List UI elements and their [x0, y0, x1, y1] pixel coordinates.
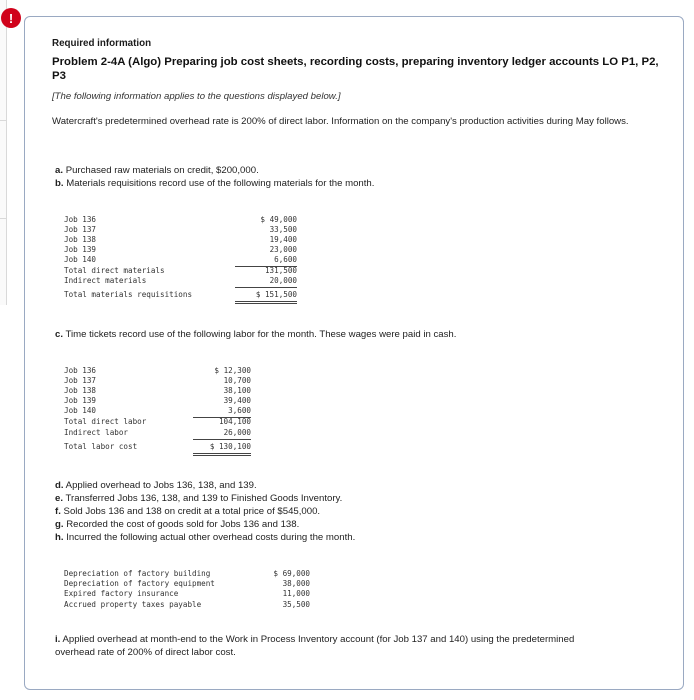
- table-row-label: Depreciation of factory building: [64, 569, 211, 578]
- table-row-value: $ 49,000: [260, 215, 297, 224]
- table-row-label: Total materials requisitions: [64, 290, 193, 299]
- table-row-label: Indirect labor: [64, 428, 129, 437]
- item-text: Materials requisitions record use of the following materials for the month.: [66, 178, 375, 189]
- item-b: [55, 177, 374, 190]
- item-text: Recorded the cost of goods sold for Jobs 136 and 138.: [66, 519, 300, 530]
- item-f: [55, 505, 320, 518]
- table-row-label: Job 138: [64, 235, 97, 244]
- table-row-value: $ 12,300: [214, 366, 251, 375]
- table-row-label: Job 138: [64, 386, 97, 395]
- item-g: [55, 518, 299, 531]
- item-text: Transferred Jobs 136, 138, and 139 to Finished Goods Inventory.: [65, 493, 343, 504]
- required-information-label: Required information: [52, 38, 152, 49]
- item-text: Incurred the following actual other overhead costs during the month.: [66, 532, 356, 543]
- table-row-value: 10,700: [223, 376, 251, 385]
- table-row-value: 3,600: [193, 406, 251, 418]
- item-text: Applied overhead to Jobs 136, 138, and 139.: [65, 480, 257, 491]
- table-row-label: Job 140: [64, 255, 97, 264]
- table-row-label: Total direct labor: [64, 417, 147, 426]
- table-row-value: 23,000: [269, 245, 297, 254]
- gutter-divider: [0, 120, 6, 121]
- intro-paragraph: Watercraft's predetermined overhead rate is 200% of direct labor. Information on the company's production activities during May follows.: [52, 116, 629, 127]
- table-row-label: Job 140: [64, 406, 97, 415]
- item-letter: e.: [55, 493, 64, 504]
- applies-note: [The following information applies to the questions displayed below.]: [52, 91, 341, 102]
- item-letter: a.: [55, 165, 64, 176]
- table-row-value: 11,000: [282, 589, 310, 598]
- alert-icon[interactable]: !: [1, 8, 21, 28]
- table-row-value: $ 151,500: [235, 290, 297, 304]
- table-row-value: 35,500: [282, 600, 310, 609]
- gutter-divider: [0, 218, 6, 219]
- item-text: Sold Jobs 136 and 138 on credit at a total price of $545,000.: [63, 506, 321, 517]
- table-row-label: Job 137: [64, 376, 97, 385]
- table-row-value: 19,400: [269, 235, 297, 244]
- table-row-value: 38,000: [282, 579, 310, 588]
- table-row-value: 38,100: [223, 386, 251, 395]
- item-letter: f.: [55, 506, 61, 517]
- table-row-label: Job 137: [64, 225, 97, 234]
- item-letter: i.: [55, 634, 61, 645]
- table-row-label: Accrued property taxes payable: [64, 600, 202, 609]
- item-letter: d.: [55, 480, 64, 491]
- table-row-label: Indirect materials: [64, 276, 147, 285]
- item-text: Applied overhead at month-end to the Work in Process Inventory account (for Job 137 and 140) using the predetermined overhead rate of 200% of direct labor cost.: [55, 634, 575, 658]
- item-letter: h.: [55, 532, 64, 543]
- item-letter: c.: [55, 329, 64, 340]
- item-d: [55, 479, 257, 492]
- table-row-label: Job 139: [64, 245, 97, 254]
- item-i: [55, 633, 595, 659]
- item-text: Time tickets record use of the following labor for the month. These wages were paid in cash.: [65, 329, 457, 340]
- table-row-value: 33,500: [269, 225, 297, 234]
- table-row-value: 131,500: [264, 266, 297, 275]
- table-row-label: Job 139: [64, 396, 97, 405]
- table-row-label: Total labor cost: [64, 442, 138, 451]
- table-row-value: 20,000: [235, 276, 297, 288]
- table-row-value: 39,400: [223, 396, 251, 405]
- table-row-label: Depreciation of factory equipment: [64, 579, 215, 588]
- item-text: Purchased raw materials on credit, $200,000.: [65, 165, 259, 176]
- problem-title: Problem 2-4A (Algo) Preparing job cost sheets, recording costs, preparing inventory ledger accounts LO P1, P2, P3: [52, 56, 659, 82]
- item-h: [55, 531, 355, 544]
- item-c: [55, 328, 456, 341]
- item-a: [55, 164, 259, 177]
- table-row-label: Job 136: [64, 366, 97, 375]
- table-row-value: 6,600: [235, 255, 297, 267]
- table-row-value: $ 69,000: [273, 569, 310, 578]
- item-letter: g.: [55, 519, 64, 530]
- table-row-label: Job 136: [64, 215, 97, 224]
- table-row-value: 104,100: [218, 417, 251, 426]
- table-row-value: $ 130,100: [193, 442, 251, 456]
- table-row-label: Expired factory insurance: [64, 589, 179, 598]
- table-row-label: Total direct materials: [64, 266, 165, 275]
- table-row-value: 26,000: [193, 428, 251, 440]
- left-gutter: [0, 0, 7, 305]
- item-e: [55, 492, 342, 505]
- item-letter: b.: [55, 178, 64, 189]
- problem-card: [24, 16, 684, 690]
